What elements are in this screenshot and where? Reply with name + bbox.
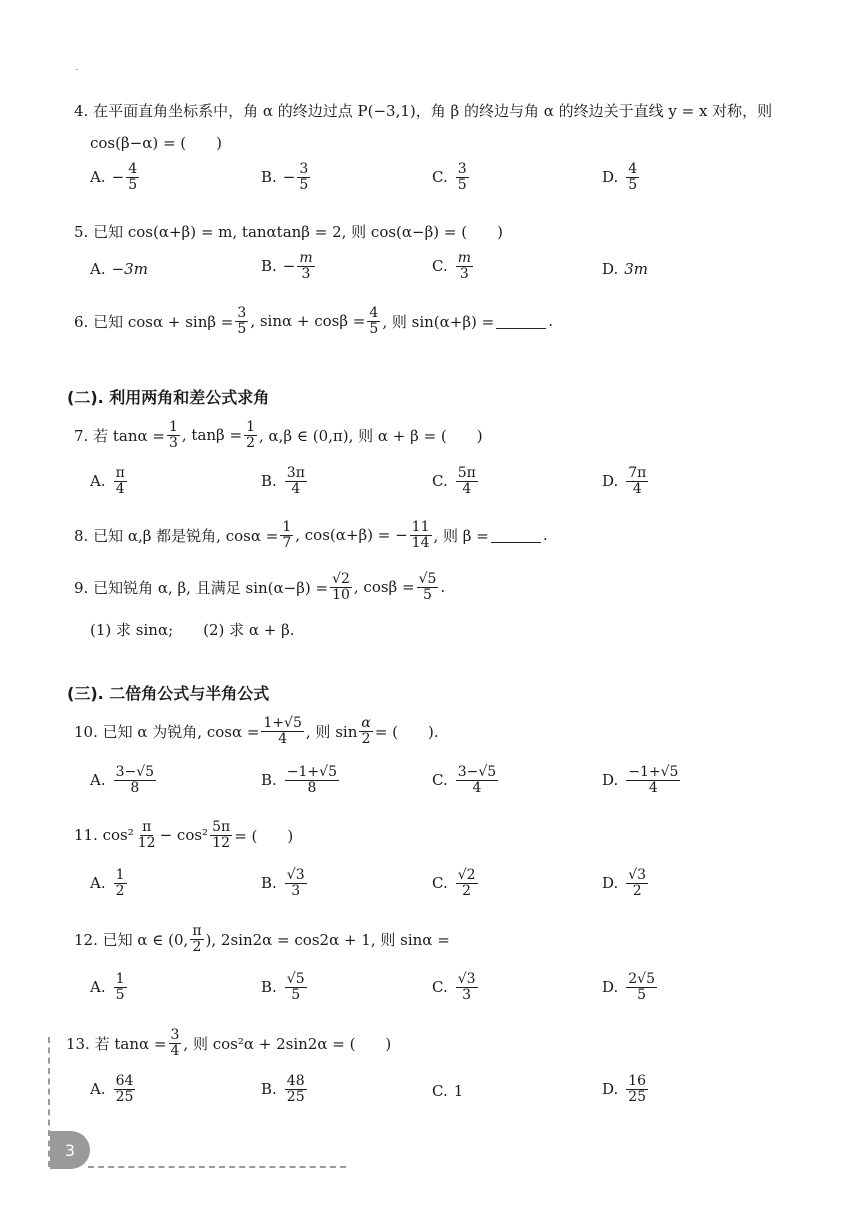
numerator: √3 (457, 971, 476, 987)
text: − cos² (159, 826, 209, 845)
denominator: 5 (423, 586, 432, 603)
denominator: 5 (128, 176, 138, 193)
denominator: 14 (411, 534, 430, 551)
q12-stem (74, 924, 450, 954)
numerator: 1 (168, 419, 178, 435)
fraction (285, 868, 307, 898)
option-value: 3m (624, 260, 649, 278)
fraction (285, 765, 339, 795)
numerator: π (192, 923, 202, 939)
denominator: 2 (246, 434, 255, 451)
numerator: m (299, 250, 313, 266)
text: 10. 已知 α 为锐角, cosα = (74, 722, 260, 741)
q7-option-d[interactable] (602, 466, 650, 496)
fraction (285, 466, 307, 496)
denominator: 3 (291, 882, 301, 899)
denominator: 2 (192, 938, 202, 955)
option-label: B. (261, 874, 277, 893)
fraction (285, 972, 307, 1002)
q7-stem (74, 420, 483, 450)
sign: − (282, 168, 296, 187)
denominator: 5 (637, 986, 647, 1003)
fraction (169, 1028, 182, 1058)
q5-option-c[interactable] (432, 251, 475, 281)
option-label: A. (90, 472, 106, 491)
numerator: 3−√5 (115, 764, 155, 780)
text: , cos(α+β) = − (295, 526, 408, 545)
numerator: 3 (237, 305, 247, 321)
denominator: 25 (115, 1088, 134, 1105)
option-label: B. (261, 168, 277, 187)
numerator: −1+√5 (286, 764, 337, 780)
numerator: m (457, 250, 471, 266)
text: 6. 已知 cosα + sinβ = (74, 312, 234, 331)
option-label: D. (602, 260, 619, 278)
denominator: 2 (632, 882, 642, 899)
option-label: C. (432, 874, 448, 893)
section-heading-3: (三). 二倍角公式与半角公式 (67, 684, 270, 703)
text: 9. 已知锐角 α, β, 且满足 sin(α−β) = (74, 578, 329, 597)
text: , 则 cos²α + 2sin2α = ( ) (183, 1034, 392, 1053)
denominator: 5 (237, 320, 247, 337)
option-label: C. (432, 257, 448, 276)
text: 11. cos² (74, 826, 134, 845)
option-label: B. (261, 1080, 277, 1099)
fraction (456, 251, 473, 281)
q4-option-a[interactable] (90, 162, 141, 192)
option-label: A. (90, 874, 106, 893)
q4-text: 4. 在平面直角坐标系中，角 α 的终边过点 P(−3,1)，角 β 的终边与角 α 的终边关于直线 y = x 对称，则 (74, 102, 773, 120)
option-label: B. (261, 978, 277, 997)
option-label: C. (432, 168, 448, 187)
numerator: 64 (115, 1073, 134, 1089)
numerator: 3π (286, 465, 305, 481)
q13-option-b[interactable] (261, 1074, 309, 1104)
fraction (297, 251, 314, 281)
q13-option-a[interactable] (90, 1074, 137, 1104)
numerator: 5π (457, 465, 476, 481)
denominator: 5 (299, 176, 309, 193)
q11-option-c[interactable] (432, 868, 480, 898)
numerator: π (142, 819, 152, 835)
q12-option-c[interactable] (432, 972, 480, 1002)
option-label: C. (432, 1082, 448, 1100)
option-label: C. (432, 978, 448, 997)
denominator: 3 (168, 434, 178, 451)
text: 8. 已知 α,β 都是锐角, cosα = (74, 526, 279, 545)
fraction (456, 765, 498, 795)
denominator: 8 (130, 779, 140, 796)
q10-option-a[interactable] (90, 765, 158, 795)
q13-option-d[interactable] (602, 1074, 650, 1104)
text: . (542, 526, 548, 545)
q4-option-b[interactable] (261, 162, 312, 192)
fraction (626, 972, 657, 1002)
denominator: 4 (170, 1042, 180, 1059)
denominator: 5 (628, 176, 638, 193)
option-value: 1 (453, 1082, 464, 1100)
page-number: 3 (50, 1131, 90, 1169)
option-label: A. (90, 168, 106, 187)
q11-option-b[interactable] (261, 868, 309, 898)
denominator: 12 (212, 834, 231, 851)
fraction (417, 572, 439, 602)
q8-stem (74, 520, 548, 550)
text: , 则 β = (433, 526, 489, 545)
denominator: 25 (286, 1088, 305, 1105)
numerator: π (115, 465, 125, 481)
fraction (626, 868, 648, 898)
q4-line1 (74, 100, 772, 121)
denominator: 4 (472, 779, 482, 796)
sign: − (282, 257, 296, 276)
numerator: 1 (115, 971, 125, 987)
option-label: A. (90, 771, 106, 790)
q10-option-c[interactable] (432, 765, 500, 795)
denominator: 7 (282, 534, 292, 551)
numerator: √2 (457, 867, 476, 883)
text: , cosβ = (353, 578, 415, 597)
scan-dot (76, 69, 78, 70)
fraction (114, 466, 127, 496)
denominator: 2 (462, 882, 472, 899)
numerator: −1+√5 (628, 764, 679, 780)
q11-stem (74, 820, 293, 850)
numerator: 4 (128, 161, 138, 177)
answer-blank[interactable] (491, 528, 541, 543)
text: = ( ) (234, 826, 294, 845)
fraction (456, 868, 478, 898)
numerator: 3−√5 (457, 764, 497, 780)
text: 12. 已知 α ∈ (0, (74, 930, 189, 949)
q4-option-c[interactable] (432, 162, 471, 192)
numerator: √3 (286, 867, 305, 883)
q9-subquestions: (1) 求 sinα; (2) 求 α + β. (90, 621, 295, 639)
q12-option-d[interactable] (602, 972, 659, 1002)
q13-option-c[interactable] (432, 1082, 463, 1100)
denominator: 4 (115, 480, 125, 497)
fraction (285, 1074, 307, 1104)
numerator: 4 (628, 161, 638, 177)
fraction (626, 162, 639, 192)
denominator: 3 (301, 265, 311, 282)
q5-option-b[interactable] (261, 251, 317, 281)
q4-option-d[interactable] (602, 162, 641, 192)
denominator: 2 (361, 730, 371, 747)
text: , tanβ = (181, 426, 243, 445)
q11-option-a[interactable] (90, 868, 129, 898)
denominator: 5 (457, 176, 467, 193)
option-label: B. (261, 257, 277, 276)
fraction (167, 420, 180, 450)
fraction (190, 924, 203, 954)
option-label: D. (602, 168, 619, 187)
q9-stem (74, 572, 445, 602)
numerator: 1 (115, 867, 125, 883)
fraction (114, 868, 127, 898)
fraction (261, 716, 303, 746)
option-label: C. (432, 472, 448, 491)
q5-stem: 5. 已知 cos(α+β) = m, tanαtanβ = 2, 则 cos(α−β) = ( ) (74, 223, 503, 241)
fraction (330, 572, 352, 602)
text: , α,β ∈ (0,π), 则 α + β = ( ) (258, 426, 483, 445)
fraction (114, 1074, 136, 1104)
denominator: 4 (462, 480, 472, 497)
option-label: D. (602, 1080, 619, 1099)
option-label: B. (261, 771, 277, 790)
q10-stem (74, 716, 439, 746)
numerator: 2√5 (628, 971, 656, 987)
denominator: 3 (459, 265, 469, 282)
q7-option-a[interactable] (90, 466, 129, 496)
q7-option-b[interactable] (261, 466, 309, 496)
numerator: 5π (212, 819, 231, 835)
numerator: √5 (286, 971, 305, 987)
fraction (626, 1074, 648, 1104)
q7-option-c[interactable] (432, 466, 480, 496)
section-heading-2: (二). 利用两角和差公式求角 (67, 388, 270, 407)
fraction (456, 972, 478, 1002)
option-label: D. (602, 472, 619, 491)
numerator: 3 (170, 1027, 180, 1043)
denominator: 8 (307, 779, 317, 796)
option-label: C. (432, 771, 448, 790)
fraction (235, 306, 248, 336)
fraction (359, 716, 372, 746)
fraction (114, 972, 127, 1002)
text: , 则 sin (305, 722, 358, 741)
fraction (136, 820, 158, 850)
fraction (456, 466, 478, 496)
q4-line2: cos(β−α) = ( ) (90, 134, 223, 152)
q5-option-a[interactable] (90, 260, 148, 278)
text: , sinα + cosβ = (250, 312, 366, 331)
text: , 则 sin(α+β) = (382, 312, 495, 331)
numerator: 4 (369, 305, 379, 321)
denominator: 4 (648, 779, 658, 796)
q10-option-d[interactable] (602, 765, 682, 795)
numerator: 1+√5 (263, 715, 302, 731)
fraction (126, 162, 139, 192)
numerator: 48 (286, 1073, 305, 1089)
answer-blank[interactable] (496, 314, 546, 329)
numerator: 3 (299, 161, 309, 177)
denominator: 5 (115, 986, 125, 1003)
numerator: 11 (411, 519, 430, 535)
q13-stem (66, 1028, 391, 1058)
fraction (210, 820, 232, 850)
page-border-dashed-horizontal (88, 1166, 346, 1168)
numerator: 3 (457, 161, 467, 177)
fraction (626, 765, 680, 795)
option-label: A. (90, 1080, 106, 1099)
numerator: 1 (282, 519, 292, 535)
option-label: A. (90, 260, 106, 278)
denominator: 4 (632, 480, 642, 497)
sign: − (111, 168, 125, 187)
option-label: D. (602, 874, 619, 893)
numerator: 7π (628, 465, 647, 481)
denominator: 5 (291, 986, 301, 1003)
numerator: 16 (628, 1073, 647, 1089)
q10-option-b[interactable] (261, 765, 341, 795)
q12-option-a[interactable] (90, 972, 129, 1002)
denominator: 12 (137, 834, 156, 851)
numerator: 1 (246, 419, 255, 435)
q11-option-d[interactable] (602, 868, 650, 898)
numerator: α (361, 715, 371, 731)
denominator: 4 (291, 480, 301, 497)
fraction (367, 306, 380, 336)
option-label: D. (602, 978, 619, 997)
text: = ( ). (374, 722, 439, 741)
text: 13. 若 tanα = (66, 1034, 167, 1053)
fraction (280, 520, 293, 550)
option-label: B. (261, 472, 277, 491)
numerator: √2 (332, 571, 350, 587)
numerator: √5 (418, 571, 437, 587)
text: . (548, 312, 553, 331)
q6-stem (74, 306, 553, 336)
fraction (244, 420, 257, 450)
option-value: −3m (111, 260, 148, 278)
text: . (440, 578, 446, 597)
numerator: √3 (628, 867, 647, 883)
text: 7. 若 tanα = (74, 426, 165, 445)
fraction (297, 162, 310, 192)
q12-option-b[interactable] (261, 972, 309, 1002)
option-label: D. (602, 771, 619, 790)
fraction (410, 520, 432, 550)
denominator: 2 (115, 882, 125, 899)
fraction (626, 466, 648, 496)
denominator: 5 (369, 320, 379, 337)
fraction (456, 162, 469, 192)
q5-option-d[interactable] (602, 260, 648, 278)
denominator: 10 (332, 586, 350, 603)
denominator: 25 (628, 1088, 647, 1105)
option-label: A. (90, 978, 106, 997)
denominator: 4 (278, 730, 288, 747)
fraction (114, 765, 156, 795)
denominator: 3 (462, 986, 472, 1003)
text: ), 2sin2α = cos2α + 1, 则 sinα = (205, 930, 450, 949)
